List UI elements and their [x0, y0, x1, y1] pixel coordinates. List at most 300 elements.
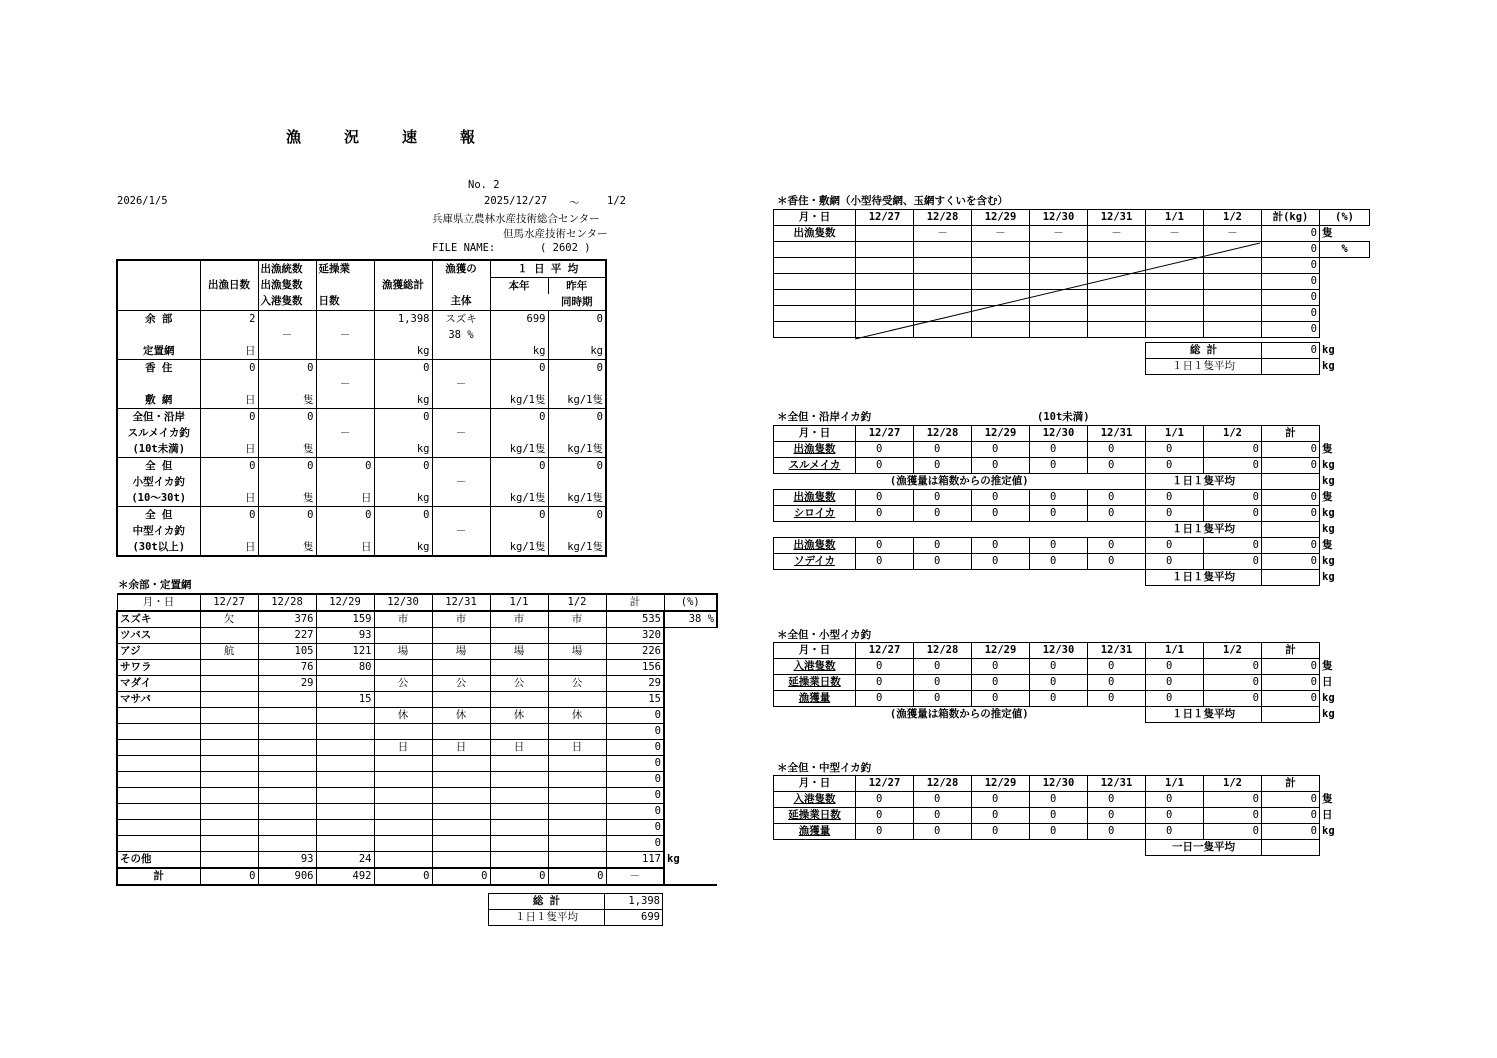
summary-this-year-unit: kg: [532, 345, 546, 357]
amabe-cell: [432, 852, 490, 869]
amabe-cell: [258, 724, 316, 740]
coastal-data-row: [774, 490, 1370, 506]
amabe-cell: [258, 772, 316, 788]
amabe-cell: [374, 804, 432, 820]
amabe-cell: [316, 836, 374, 852]
amabe-cell: 航: [200, 644, 258, 660]
amabe-cell: [432, 724, 490, 740]
amabe-cell: 24: [316, 852, 374, 869]
summary-this-year: [490, 458, 548, 507]
coastal-remark: [774, 570, 1146, 586]
coastal-cell: 0: [1146, 506, 1204, 522]
amabe-cell: [490, 628, 548, 644]
summary-this-year-value: 0: [539, 411, 546, 423]
coastal-row-label: 出漁隻数: [774, 442, 856, 458]
kasumi-species-total: 0: [1262, 274, 1320, 290]
small-data-row: [774, 659, 1370, 675]
summary-ext: [316, 360, 374, 409]
summary-label-line: 定置網: [143, 345, 175, 357]
issue-date: 2026/1/5: [117, 195, 168, 207]
kasumi-section-title: ＊香住・敷網（小型待受網、玉網すくいを含む）: [777, 195, 1008, 207]
summary-total-value: 1,398: [397, 313, 430, 325]
summary-days-value: 2: [249, 313, 256, 325]
summary-this-year-unit: kg/1隻: [509, 492, 546, 504]
summary-this-year-value: 0: [539, 362, 546, 374]
summary-row-label: [117, 409, 200, 458]
small-table: [773, 642, 1370, 723]
coastal-cell: 0: [1204, 442, 1262, 458]
summary-boats-blank: [261, 474, 314, 490]
small-avg-value: [1262, 707, 1320, 723]
summary-total-blank: [377, 474, 430, 490]
summary-main-blank: [435, 392, 488, 408]
amabe-cell: 80: [316, 660, 374, 676]
small-header-unit: [1320, 643, 1370, 659]
amabe-species-label: その他: [117, 852, 200, 869]
coastal-avg-label: １日１隻平均: [1146, 570, 1262, 586]
amabe-cell: [200, 708, 258, 724]
small-header-cell: 12/28: [914, 643, 972, 659]
summary-main-blank: [435, 441, 488, 457]
amabe-row: [117, 660, 717, 676]
summary-last-year: [548, 360, 606, 409]
amabe-cell: 0: [374, 868, 432, 885]
amabe-cell: 場: [432, 644, 490, 660]
small-cell: 0: [1146, 691, 1204, 707]
summary-main-species: [435, 360, 488, 376]
medium-header-unit: [1320, 776, 1370, 792]
summary-total: [374, 458, 432, 507]
amabe-cell: [490, 852, 548, 869]
amabe-avg-value: 699: [605, 910, 663, 926]
amabe-cell: [490, 820, 548, 836]
summary-total-unit: kg: [416, 394, 430, 406]
amabe-row: [117, 788, 717, 804]
medium-cell: 隻: [1322, 793, 1333, 805]
amabe-cell: 0: [606, 788, 664, 804]
summary-header-main: 漁獲の 主体: [432, 260, 490, 311]
medium-cell: 0: [1088, 824, 1146, 840]
amabe-cell: 227: [258, 628, 316, 644]
coastal-data-row: [774, 538, 1370, 554]
amabe-cell: [548, 724, 606, 740]
summary-days-blank: [203, 376, 256, 392]
amabe-cell: [548, 836, 606, 852]
medium-header-cell: 1/1: [1146, 776, 1204, 792]
summary-this-year: [490, 311, 548, 360]
summary-ext-value: －: [339, 378, 351, 390]
amabe-cell: 市: [432, 611, 490, 628]
summary-this-year-blank: [493, 523, 546, 539]
summary-this-year: [490, 409, 548, 458]
amabe-cell: [432, 788, 490, 804]
kasumi-species-cell: [774, 258, 856, 274]
coastal-cell: 0: [1088, 538, 1146, 554]
summary-main-pct: －: [455, 378, 467, 390]
summary-header-days: 出漁日数: [200, 260, 258, 311]
amabe-row: [117, 852, 717, 869]
small-footer-row: [774, 707, 1370, 723]
amabe-cell: [664, 804, 717, 820]
amabe-cell: 0: [548, 868, 606, 885]
file-name-value: ( 2602 ): [540, 242, 591, 254]
coastal-cell: 0: [1030, 442, 1088, 458]
summary-total-blank: [377, 425, 430, 441]
coastal-section-title: ＊全但・沿岸イカ釣: [777, 411, 872, 423]
medium-cell: 0: [972, 824, 1030, 840]
amabe-cell: 休: [374, 708, 432, 724]
amabe-species-label: [117, 772, 200, 788]
medium-cell: 0: [914, 824, 972, 840]
coastal-header-cell: 1/1: [1146, 426, 1204, 442]
amabe-cell: 休: [548, 708, 606, 724]
coastal-cell: 0: [1204, 490, 1262, 506]
amabe-header-cell: (%): [664, 594, 717, 611]
medium-data-row: [774, 808, 1370, 824]
medium-avg-unit: [1320, 840, 1370, 856]
summary-boats-value: 0: [307, 460, 314, 472]
medium-cell: 0: [1204, 824, 1262, 840]
amabe-header-cell: 1/2: [548, 594, 606, 611]
summary-label-line: 全 但: [145, 460, 173, 472]
coastal-data-row: [774, 506, 1370, 522]
coastal-cell: kg: [1322, 507, 1335, 519]
summary-header-ext: 延操業 日数: [316, 260, 374, 311]
amabe-row: [117, 644, 717, 660]
amabe-cell: 日: [548, 740, 606, 756]
kasumi-boats-cell: －: [1204, 226, 1262, 242]
amabe-species-label: ツバス: [117, 628, 200, 644]
coastal-cell: 0: [856, 442, 914, 458]
summary-days: [200, 507, 258, 557]
small-header-cell: 12/30: [1030, 643, 1088, 659]
small-cell: 0: [1262, 659, 1320, 675]
amabe-cell: [258, 820, 316, 836]
summary-total-unit: kg: [416, 541, 430, 553]
summary-total-value: 0: [423, 460, 430, 472]
kasumi-header-cell: 計(kg): [1262, 210, 1320, 226]
medium-cell: 0: [972, 808, 1030, 824]
summary-days-blank: [203, 425, 256, 441]
summary-this-year-blank: [493, 327, 546, 343]
summary-last-year-value: 0: [596, 362, 603, 374]
kasumi-header-cell: 12/29: [972, 210, 1030, 226]
kasumi-species-cell: [774, 322, 856, 338]
amabe-cell: [432, 628, 490, 644]
kasumi-header-cell: 12/30: [1030, 210, 1088, 226]
amabe-cell: [664, 692, 717, 708]
medium-cell: 0: [914, 808, 972, 824]
medium-row-label: 延操業日数: [774, 808, 856, 824]
coastal-footer-row: [774, 474, 1370, 490]
amabe-cell: [316, 820, 374, 836]
amabe-cell: [200, 836, 258, 852]
summary-last-year-blank: [551, 327, 604, 343]
summary-last-year-blank: [551, 425, 604, 441]
summary-last-year-unit: kg/1隻: [567, 492, 603, 504]
coastal-cell: 0: [914, 442, 972, 458]
summary-ext: [316, 409, 374, 458]
amabe-avg-row: [489, 910, 663, 926]
amabe-cell: [548, 852, 606, 869]
summary-label-line: [120, 376, 198, 392]
small-row-label: 入港隻数: [774, 659, 856, 675]
kasumi-avg-row: [1146, 359, 1360, 375]
amabe-header-cell: 12/27: [200, 594, 258, 611]
summary-days-value: 0: [249, 509, 256, 521]
amabe-cell: [316, 740, 374, 756]
amabe-cell: [200, 628, 258, 644]
summary-label-line: [120, 327, 198, 343]
summary-days-unit: 日: [245, 443, 256, 455]
coastal-header-cell: 12/29: [972, 426, 1030, 442]
amabe-cell: [548, 692, 606, 708]
coastal-cell: 0: [1146, 554, 1204, 570]
medium-row-label: 漁獲量: [774, 824, 856, 840]
summary-row: [117, 507, 606, 557]
amabe-cell: [374, 852, 432, 869]
kasumi-header-cell: 12/28: [914, 210, 972, 226]
amabe-cell: [200, 724, 258, 740]
summary-ext-value: 0: [365, 509, 372, 521]
kasumi-total-unit: kg: [1322, 344, 1335, 356]
summary-last-year-blank: [551, 523, 604, 539]
summary-main-species: [435, 507, 488, 523]
summary-main-pct: －: [455, 476, 467, 488]
kasumi-total-row: [1146, 343, 1360, 359]
summary-total-unit: kg: [416, 345, 430, 357]
small-cell: 0: [1088, 691, 1146, 707]
small-header-cell: 1/2: [1204, 643, 1262, 659]
amabe-cell: [200, 772, 258, 788]
summary-this-year-blank: [493, 474, 546, 490]
kasumi-boats-cell: 隻: [1322, 227, 1333, 239]
summary-boats: [258, 458, 316, 507]
amabe-grand-total-label: 総 計: [489, 894, 605, 910]
small-cell: 0: [856, 691, 914, 707]
coastal-cell: 0: [972, 538, 1030, 554]
amabe-cell: [374, 788, 432, 804]
summary-table: [116, 259, 607, 557]
medium-cell: 0: [914, 792, 972, 808]
summary-ext-unit: [319, 392, 372, 408]
amabe-species-label: マサバ: [117, 692, 200, 708]
summary-this-year-blank: [493, 425, 546, 441]
small-data-row: [774, 675, 1370, 691]
summary-main-pct: 38 %: [448, 329, 474, 341]
coastal-header-row: [774, 426, 1370, 442]
amabe-cell: [432, 756, 490, 772]
amabe-cell: 場: [548, 644, 606, 660]
amabe-cell: 906: [258, 868, 316, 885]
coastal-avg-label: １日１隻平均: [1146, 522, 1262, 538]
medium-header-cell: 12/31: [1088, 776, 1146, 792]
amabe-header-cell: 12/29: [316, 594, 374, 611]
summary-days: [200, 409, 258, 458]
amabe-cell: 0: [606, 740, 664, 756]
summary-row-label: [117, 507, 200, 557]
amabe-cell: [432, 836, 490, 852]
summary-boats-unit: 隻: [303, 394, 314, 406]
amabe-cell: 93: [316, 628, 374, 644]
amabe-header-cell: 1/1: [490, 594, 548, 611]
coastal-cell: 0: [856, 554, 914, 570]
amabe-cell: 市: [490, 611, 548, 628]
summary-ext-value: －: [339, 427, 351, 439]
small-header-row: [774, 643, 1370, 659]
amabe-grand-total-row: [489, 894, 663, 910]
amabe-cell: 117: [606, 852, 664, 869]
amabe-cell: [258, 804, 316, 820]
amabe-cell: 159: [316, 611, 374, 628]
kasumi-pct-cell: [1320, 306, 1370, 322]
amabe-species-label: [117, 756, 200, 772]
amabe-cell: 492: [316, 868, 374, 885]
summary-header-blank: [117, 260, 200, 311]
amabe-cell: 公: [374, 676, 432, 692]
coastal-cell: 0: [1204, 458, 1262, 474]
amabe-row: [117, 740, 717, 756]
amabe-cell: 121: [316, 644, 374, 660]
coastal-row-label: スルメイカ: [774, 458, 856, 474]
kasumi-diagonal-line: [855, 242, 1261, 340]
kasumi-boats-cell: －: [1088, 226, 1146, 242]
amabe-cell: [200, 852, 258, 869]
amabe-cell: 0: [606, 772, 664, 788]
amabe-row: [117, 756, 717, 772]
medium-header-cell: 12/29: [972, 776, 1030, 792]
summary-total: [374, 311, 432, 360]
summary-this-year-value: 0: [539, 509, 546, 521]
summary-boats-blank: [261, 311, 314, 327]
amabe-cell: 0: [606, 756, 664, 772]
amabe-cell: [200, 820, 258, 836]
small-cell: 0: [1204, 675, 1262, 691]
summary-row-label: [117, 360, 200, 409]
coastal-cell: 0: [914, 554, 972, 570]
kasumi-header-cell: 1/2: [1204, 210, 1262, 226]
summary-this-year-blank: [493, 376, 546, 392]
amabe-cell: [664, 868, 717, 885]
issue-number: No. 2: [468, 179, 500, 191]
small-cell: 0: [1030, 691, 1088, 707]
amabe-header-cell: 12/31: [432, 594, 490, 611]
amabe-cell: [664, 708, 717, 724]
summary-main-species: スズキ: [445, 313, 477, 325]
coastal-data-row: [774, 442, 1370, 458]
amabe-cell: [316, 772, 374, 788]
summary-ext-blank: [319, 523, 372, 539]
medium-cell: 0: [1088, 792, 1146, 808]
kasumi-header-row: [774, 210, 1370, 226]
summary-main-species: [435, 409, 488, 425]
amabe-cell: 市: [374, 611, 432, 628]
summary-main: [432, 311, 490, 360]
org-name-1: 兵庫県立農林水産技術総合センター: [432, 213, 600, 225]
amabe-cell: [374, 772, 432, 788]
coastal-header-cell: 1/2: [1204, 426, 1262, 442]
amabe-cell: [664, 772, 717, 788]
org-name-2: 但馬水産技術センター: [503, 228, 608, 240]
summary-main: [432, 458, 490, 507]
small-cell: 0: [1262, 675, 1320, 691]
amabe-cell: [490, 804, 548, 820]
coastal-cell: 0: [1204, 538, 1262, 554]
small-cell: 0: [856, 675, 914, 691]
coastal-cell: 隻: [1322, 443, 1333, 455]
summary-days-unit: 日: [245, 541, 256, 553]
amabe-species-label: [117, 724, 200, 740]
amabe-cell: [490, 756, 548, 772]
coastal-cell: 0: [1262, 442, 1320, 458]
file-name-label: FILE NAME:: [432, 242, 496, 254]
amabe-cell: [664, 836, 717, 852]
summary-boats-blank: [261, 523, 314, 539]
small-cell: 0: [1204, 691, 1262, 707]
coastal-cell: kg: [1322, 459, 1335, 471]
amabe-cell: 休: [490, 708, 548, 724]
summary-boats-value: 0: [307, 509, 314, 521]
amabe-cell: [374, 820, 432, 836]
coastal-cell: 0: [1088, 554, 1146, 570]
summary-last-year-value: 0: [596, 313, 603, 325]
coastal-cell: 0: [856, 458, 914, 474]
small-cell: 0: [914, 659, 972, 675]
medium-header-cell: 12/30: [1030, 776, 1088, 792]
summary-last-year: [548, 507, 606, 557]
coastal-header-cell: 12/31: [1088, 426, 1146, 442]
amabe-cell: 38 %: [664, 611, 717, 628]
amabe-cell: [258, 708, 316, 724]
summary-boats-value: 0: [307, 362, 314, 374]
kasumi-boats-cell: －: [1030, 226, 1088, 242]
summary-row-label: [117, 311, 200, 360]
amabe-cell: 公: [490, 676, 548, 692]
amabe-row: [117, 724, 717, 740]
kasumi-boats-cell: [856, 226, 914, 242]
medium-header-cell: 月・日: [774, 776, 856, 792]
coastal-cell: kg: [1322, 555, 1335, 567]
amabe-grand-total-value: 1,398: [605, 894, 663, 910]
summary-label-line: 小型イカ釣: [132, 476, 185, 488]
coastal-cell: 0: [1088, 458, 1146, 474]
amabe-cell: [490, 724, 548, 740]
amabe-cell: 日: [432, 740, 490, 756]
summary-total: [374, 360, 432, 409]
amabe-cell: 休: [432, 708, 490, 724]
coastal-cell: 0: [1262, 554, 1320, 570]
small-header-cell: 12/29: [972, 643, 1030, 659]
coastal-cell: 0: [1146, 458, 1204, 474]
period-end: 1/2: [607, 195, 626, 207]
amabe-species-label: スズキ: [117, 611, 200, 628]
summary-last-year-blank: [551, 474, 604, 490]
amabe-cell: [490, 836, 548, 852]
amabe-cell: [316, 804, 374, 820]
coastal-cell: 0: [1204, 554, 1262, 570]
amabe-cell: 場: [374, 644, 432, 660]
kasumi-avg-label: １日１隻平均: [1146, 359, 1262, 375]
amabe-cell: [200, 660, 258, 676]
kasumi-boats-cell: －: [914, 226, 972, 242]
amabe-cell: [374, 692, 432, 708]
amabe-cell: 市: [548, 611, 606, 628]
kasumi-header-cell: (%): [1320, 210, 1370, 226]
amabe-species-label: マダイ: [117, 676, 200, 692]
medium-section-title: ＊全但・中型イカ釣: [777, 762, 872, 774]
kasumi-header-cell: 月・日: [774, 210, 856, 226]
coastal-footer-row: [774, 522, 1370, 538]
